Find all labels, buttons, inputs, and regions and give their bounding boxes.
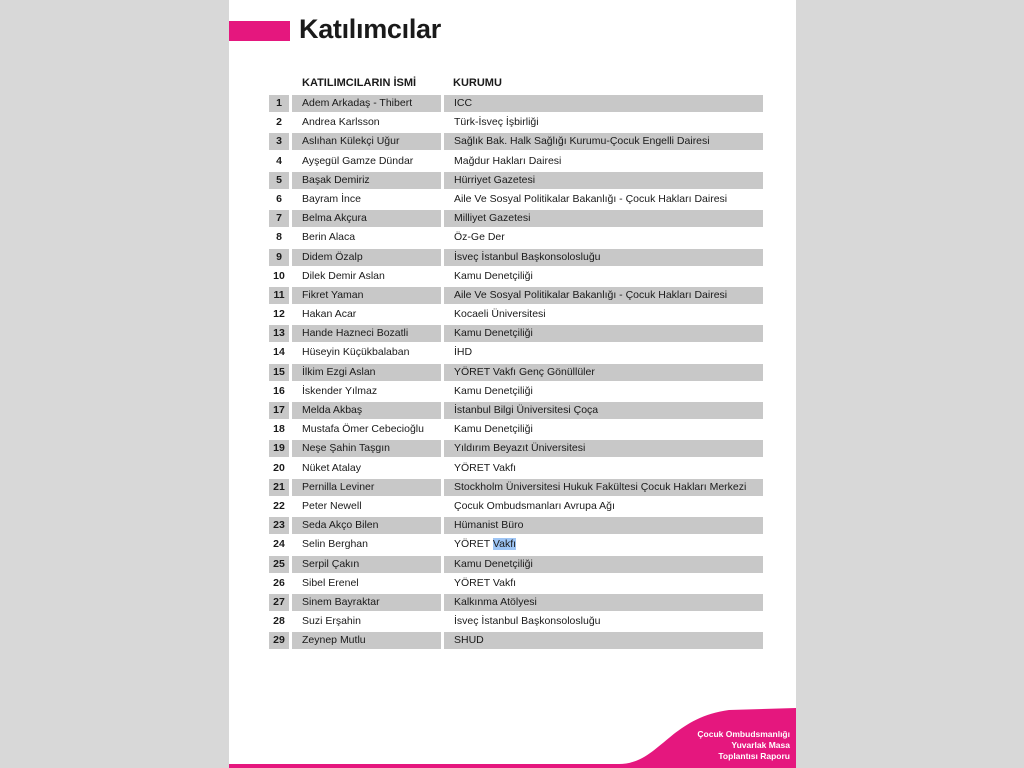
table-row: [269, 153, 763, 172]
participant-organization: İHD: [454, 346, 473, 359]
organization-text: YÖRET: [454, 538, 493, 551]
participants-table: [269, 95, 763, 651]
table-row: [269, 479, 763, 498]
table-row: [269, 95, 763, 114]
document-page: [229, 0, 796, 768]
row-number: 1: [269, 95, 289, 112]
footer-line-1: Çocuk Ombudsmanlığı: [697, 729, 790, 739]
table-row: [269, 498, 763, 517]
participant-organization: Türk-İsveç İşbirliği: [454, 116, 539, 129]
table-row: [269, 421, 763, 440]
column-header-org: KURUMU: [453, 77, 502, 89]
table-row: [269, 229, 763, 248]
footer-line-2: Yuvarlak Masa: [731, 740, 790, 750]
table-row: [269, 460, 763, 479]
table-row: [269, 517, 763, 536]
table-row: [269, 268, 763, 287]
participant-organization: Kamu Denetçiliği: [454, 269, 533, 282]
footer-report-title: [697, 729, 790, 762]
row-number: 18: [273, 423, 285, 436]
row-number: 16: [273, 384, 285, 397]
row-number: 10: [273, 269, 285, 282]
participant-organization: Kocaeli Üniversitesi: [454, 308, 546, 321]
participant-organization: İsveç İstanbul Başkonsolosluğu: [454, 615, 601, 628]
row-number: 9: [269, 249, 289, 266]
participant-name: Başak Demiriz: [292, 172, 441, 189]
participant-name: Adem Arkadaş - Thibert: [292, 95, 441, 112]
table-row: [269, 575, 763, 594]
participant-organization: İstanbul Bilgi Üniversitesi Çoça: [444, 402, 763, 419]
participant-organization: Sağlık Bak. Halk Sağlığı Kurumu-Çocuk Engelli Dairesi: [444, 133, 763, 150]
table-row: [269, 114, 763, 133]
participant-organization: Öz-Ge Der: [454, 231, 505, 244]
participant-organization: Milliyet Gazetesi: [444, 210, 763, 227]
table-row: [269, 172, 763, 191]
table-row: [269, 191, 763, 210]
row-number: 26: [273, 576, 285, 589]
table-row: [269, 287, 763, 306]
participant-organization: Çocuk Ombudsmanları Avrupa Ağı: [454, 499, 615, 512]
participant-organization: Aile Ve Sosyal Politikalar Bakanlığı - Çocuk Hakları Dairesi: [444, 287, 763, 304]
table-row: [269, 402, 763, 421]
participant-name: Selin Berghan: [302, 538, 368, 551]
table-row: [269, 306, 763, 325]
table-row: [269, 364, 763, 383]
participant-organization: Kamu Denetçiliği: [454, 423, 533, 436]
row-number: 13: [269, 325, 289, 342]
participant-name: Neşe Şahin Taşgın: [292, 440, 441, 457]
participant-organization: İsveç İstanbul Başkonsolosluğu: [444, 249, 763, 266]
row-number: 4: [276, 154, 282, 167]
participant-name: Belma Akçura: [292, 210, 441, 227]
table-row: [269, 440, 763, 459]
participant-organization: Aile Ve Sosyal Politikalar Bakanlığı - Çocuk Hakları Dairesi: [454, 192, 728, 205]
participant-organization: Hürriyet Gazetesi: [444, 172, 763, 189]
participant-name: Aslıhan Külekçi Uğur: [292, 133, 441, 150]
participant-name: İlkim Ezgi Aslan: [292, 364, 441, 381]
table-row: [269, 133, 763, 152]
participant-name: Bayram İnce: [302, 192, 361, 205]
table-row: [269, 536, 763, 555]
participant-name: Mustafa Ömer Cebecioğlu: [302, 423, 424, 436]
participant-organization: YÖRET Vakfı: [454, 576, 517, 589]
table-row: [269, 613, 763, 632]
participant-organization: SHUD: [444, 632, 763, 649]
table-row: [269, 556, 763, 575]
row-number: 7: [269, 210, 289, 227]
table-row: [269, 383, 763, 402]
participant-name: Ayşegül Gamze Dündar: [302, 154, 414, 167]
row-number: 29: [269, 632, 289, 649]
participant-name: İskender Yılmaz: [302, 384, 378, 397]
row-number: 6: [276, 192, 282, 205]
participant-organization: YÖRET Vakfı Genç Gönüllüler: [444, 364, 763, 381]
participant-name: Hande Hazneci Bozatli: [292, 325, 441, 342]
participant-name: Dilek Demir Aslan: [302, 269, 385, 282]
table-row: [269, 325, 763, 344]
row-number: 19: [269, 440, 289, 457]
table-row: [269, 594, 763, 613]
participant-organization: YÖRET Vakfı: [454, 461, 517, 474]
participant-organization: Kalkınma Atölyesi: [444, 594, 763, 611]
participant-name: Nüket Atalay: [302, 461, 361, 474]
participant-name: Serpil Çakın: [292, 556, 441, 573]
participant-name: Didem Özalp: [292, 249, 441, 266]
participant-organization: ICC: [444, 95, 763, 112]
page-title: Katılımcılar: [299, 14, 441, 44]
participant-organization: Kamu Denetçiliği: [444, 556, 763, 573]
row-number: 28: [273, 615, 285, 628]
participant-organization: Stockholm Üniversitesi Hukuk Fakültesi Çocuk Hakları Merkezi: [444, 479, 763, 496]
participant-organization: Mağdur Hakları Dairesi: [454, 154, 562, 167]
row-number: 8: [276, 231, 282, 244]
participant-organization: Kamu Denetçiliği: [454, 384, 533, 397]
table-row: [269, 210, 763, 229]
row-number: 5: [269, 172, 289, 189]
participant-name: Andrea Karlsson: [302, 116, 380, 129]
row-number: 24: [273, 538, 285, 551]
participant-name: Pernilla Leviner: [292, 479, 441, 496]
participant-name: Hüseyin Küçükbalaban: [302, 346, 410, 359]
column-header-name: KATILIMCILARIN İSMİ: [302, 77, 417, 89]
row-number: 23: [269, 517, 289, 534]
table-row: [269, 344, 763, 363]
row-number: 21: [269, 479, 289, 496]
footer-line-3: Toplantısı Raporu: [718, 751, 790, 761]
title-accent-bar: [229, 21, 290, 41]
row-number: 11: [269, 287, 289, 304]
row-number: 25: [269, 556, 289, 573]
participant-name: Sinem Bayraktar: [292, 594, 441, 611]
participant-name: Seda Akço Bilen: [292, 517, 441, 534]
row-number: 2: [276, 116, 282, 129]
table-row: [269, 249, 763, 268]
row-number: 14: [273, 346, 285, 359]
participant-name: Fikret Yaman: [292, 287, 441, 304]
row-number: 22: [273, 499, 285, 512]
row-number: 27: [269, 594, 289, 611]
table-row: [269, 632, 763, 651]
row-number: 15: [269, 364, 289, 381]
participant-organization: Hümanist Büro: [444, 517, 763, 534]
participant-name: Peter Newell: [302, 499, 362, 512]
row-number: 12: [273, 308, 285, 321]
participant-name: Sibel Erenel: [302, 576, 359, 589]
participant-organization: Kamu Denetçiliği: [444, 325, 763, 342]
participant-name: Hakan Acar: [302, 308, 357, 321]
participant-organization: Yıldırım Beyazıt Üniversitesi: [444, 440, 763, 457]
row-number: 17: [269, 402, 289, 419]
text-selection-highlight[interactable]: Vakfı: [492, 538, 517, 551]
participant-name: Suzi Erşahin: [302, 615, 361, 628]
participant-name: Zeynep Mutlu: [292, 632, 441, 649]
row-number: 3: [269, 133, 289, 150]
participant-name: Melda Akbaş: [292, 402, 441, 419]
participant-name: Berin Alaca: [302, 231, 356, 244]
participant-organization: [444, 536, 763, 555]
row-number: 20: [273, 461, 285, 474]
